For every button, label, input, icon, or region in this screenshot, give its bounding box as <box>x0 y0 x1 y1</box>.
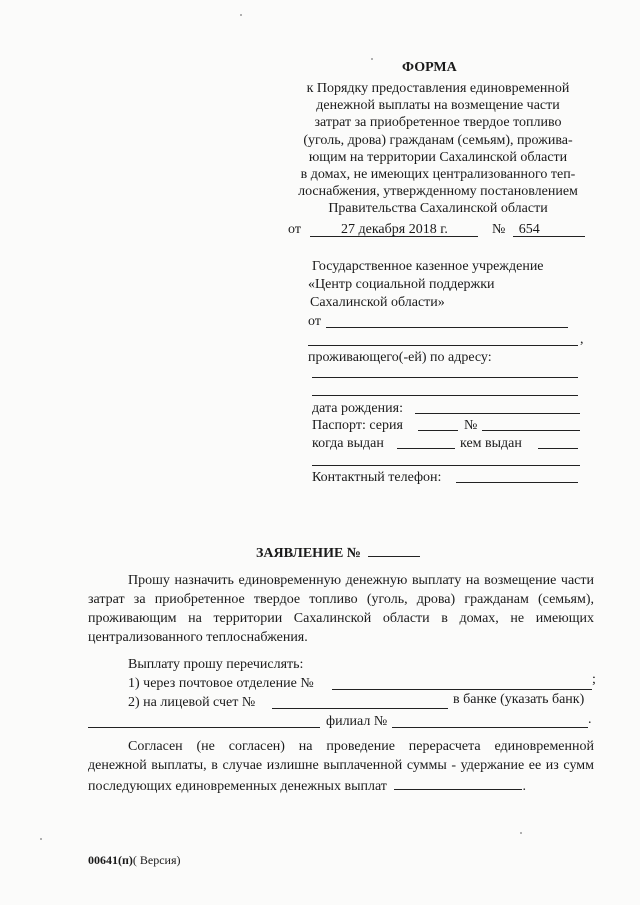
option-post-end: ; <box>592 672 596 687</box>
address-field-2[interactable] <box>312 395 578 396</box>
scan-speck <box>520 832 522 834</box>
branch-label: филиал № <box>326 714 388 729</box>
passport-number-field[interactable] <box>482 430 580 431</box>
post-office-field[interactable] <box>332 689 592 690</box>
applicant-name-field[interactable] <box>326 327 568 328</box>
footer-version: ( Версия) <box>132 853 181 867</box>
application-title-row <box>256 542 420 562</box>
header-line: (уголь, дрова) гражданам (семьям), прожива- <box>303 132 573 148</box>
applicant-from-label: от <box>308 314 321 329</box>
passport-series-field[interactable] <box>418 430 458 431</box>
issued-when-label: когда выдан <box>312 436 384 451</box>
issued-by-field[interactable] <box>538 448 578 449</box>
issued-when-field[interactable] <box>397 448 455 449</box>
birth-label: дата рождения: <box>312 401 403 416</box>
header-line: затрат за приобретенное твердое топливо <box>314 115 562 131</box>
header-line: Правительства Сахалинской области <box>328 201 548 217</box>
branch-number-field[interactable] <box>392 727 588 728</box>
phone-field[interactable] <box>456 482 578 483</box>
decree-date: 27 декабря 2018 г. <box>310 222 478 237</box>
issued-by-label: кем выдан <box>460 436 522 451</box>
consent-text: Согласен (не согласен) на проведение перерасчета единовременной денежной выплаты, в случае излишне выплаченной суммы - удержание ее из сумм последующих единовременных денежных выплат <box>88 739 594 794</box>
consent-paragraph <box>88 737 594 796</box>
bank-name-field[interactable] <box>88 727 320 728</box>
option-bank-label: в банке (указать банк) <box>453 692 585 707</box>
header-annotation <box>280 80 596 218</box>
payment-label: Выплату прошу перечислять: <box>128 657 304 672</box>
form-title: ФОРМА <box>402 60 457 75</box>
birth-date-field[interactable] <box>415 413 580 414</box>
passport-number-label: № <box>464 418 478 433</box>
scan-speck <box>240 14 242 16</box>
scan-speck <box>40 838 42 840</box>
number-label: № <box>491 222 506 237</box>
recipient-line1: Государственное казенное учреждение <box>312 259 544 274</box>
consent-field[interactable] <box>394 775 522 790</box>
header-date-row <box>288 222 585 238</box>
footer-code: 00641(п) <box>88 853 133 867</box>
address-field-1[interactable] <box>312 377 578 378</box>
header-line: в домах, не имеющих централизованного теп- <box>300 167 576 183</box>
branch-end: . <box>588 712 592 727</box>
address-label: проживающего(-ей) по адресу: <box>308 350 492 365</box>
account-number-field[interactable] <box>272 708 448 709</box>
application-paragraph: Прошу назначить единовременную денежную выплату на возмещение части затрат за приобретенное твердое топливо (уголь, дрова) гражданам (семьям), проживающим на территории Сахалинской области в домах, не имеющих централизованного теплоснабжения. <box>88 573 594 645</box>
application-title: ЗАЯВЛЕНИЕ № <box>256 546 361 561</box>
header-line: лоснабжения, утвержденному постановлением <box>298 184 578 200</box>
consent-end: . <box>522 779 526 794</box>
footer-code-row <box>88 853 181 868</box>
passport-series-label: Паспорт: серия <box>312 418 403 433</box>
phone-label: Контактный телефон: <box>312 470 442 485</box>
recipient-line3: Сахалинской области» <box>310 295 445 310</box>
recipient-line2: «Центр социальной поддержки <box>308 277 495 292</box>
header-line: ющим на территории Сахалинской области <box>308 149 568 165</box>
scan-speck <box>371 58 373 60</box>
application-number-field[interactable] <box>368 542 420 557</box>
decree-number: 654 <box>513 222 585 237</box>
issued-by-field-2[interactable] <box>312 465 580 466</box>
comma: , <box>580 332 584 347</box>
header-line: к Порядку предоставления единовременной <box>306 81 570 96</box>
from-label: от <box>288 222 301 237</box>
option-account-label: 2) на лицевой счет № <box>128 695 256 710</box>
header-line: денежной выплаты на возмещение части <box>316 98 560 114</box>
option-post-label: 1) через почтовое отделение № <box>128 676 314 691</box>
applicant-name-field-2[interactable] <box>308 345 578 346</box>
